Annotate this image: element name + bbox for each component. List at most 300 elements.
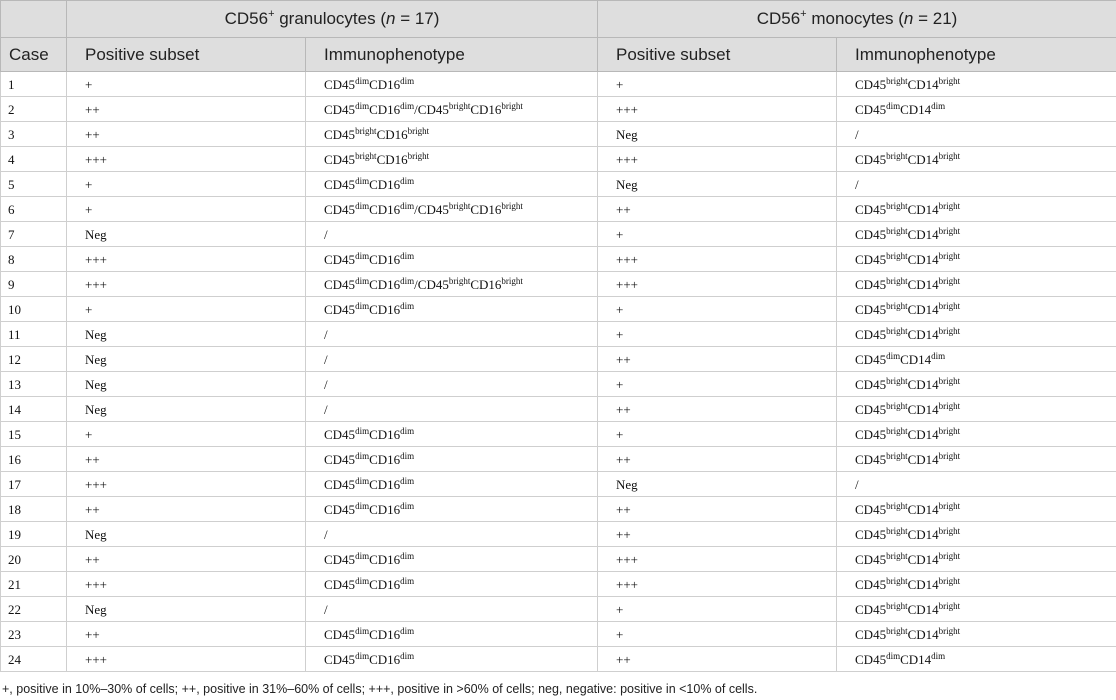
marker-intensity: dim [355,625,370,636]
monocyte-immunophenotype-cell [837,372,1116,397]
marker: CD14 [900,351,932,367]
marker: CD45 [324,426,356,442]
marker-intensity: dim [355,500,370,511]
case-cell: 17 [1,472,67,497]
table-row [1,122,1116,147]
table-row [1,97,1116,122]
granulocyte-subset-cell: + [67,72,306,97]
header-monocytes-count: = 21) [913,9,958,28]
marker: CD14 [907,376,939,392]
monocyte-subset-cell: ++ [598,497,837,522]
marker: CD14 [907,401,939,417]
marker: / [855,476,859,492]
marker-intensity: bright [938,625,961,636]
granulocyte-subset-cell: + [67,297,306,322]
case-cell: 23 [1,622,67,647]
marker-intensity: bright [886,250,908,261]
granulocyte-subset-cell: +++ [67,147,306,172]
header-granulocytes-n: n [386,9,396,28]
marker-intensity: dim [355,75,370,86]
marker: CD14 [907,526,939,542]
marker-intensity: bright [886,500,908,511]
case-cell: 13 [1,372,67,397]
granulocyte-immunophenotype-cell [306,172,598,197]
granulocyte-immunophenotype-cell [306,497,598,522]
marker: CD45 [855,526,887,542]
marker-intensity: dim [931,650,946,661]
monocyte-subset-cell: +++ [598,272,837,297]
marker-intensity: bright [886,525,908,536]
marker: CD45 [324,301,356,317]
granulocyte-subset-cell: + [67,422,306,447]
marker: CD45 [324,276,356,292]
table-row [1,347,1116,372]
granulocyte-immunophenotype-cell [306,522,598,547]
table-footnote: +, positive in 10%–30% of cells; ++, positive in 31%–60% of cells; +++, positive in >60% of cells; neg, negative: positive in <10% of cells. [2,682,758,696]
monocyte-immunophenotype-cell [837,447,1116,472]
table-row [1,572,1116,597]
table-row [1,297,1116,322]
table-row [1,497,1116,522]
marker: CD14 [907,76,939,92]
marker-intensity: dim [931,100,946,111]
marker-intensity: dim [400,625,415,636]
case-cell: 3 [1,122,67,147]
monocyte-subset-cell: +++ [598,147,837,172]
marker-intensity: bright [886,600,908,611]
marker: CD14 [907,151,939,167]
marker: CD45 [855,151,887,167]
marker-intensity: bright [886,450,908,461]
marker-intensity: bright [938,225,961,236]
case-cell: 14 [1,397,67,422]
marker-intensity: bright [938,300,961,311]
table-row [1,622,1116,647]
marker: / [324,376,328,392]
marker: CD14 [907,501,939,517]
granulocyte-immunophenotype-cell [306,447,598,472]
marker: CD45 [855,401,887,417]
header-granulocytes-prefix: CD56 [224,9,269,28]
marker: CD45 [324,651,356,667]
marker-intensity: bright [938,525,961,536]
granulocyte-subset-cell: ++ [67,447,306,472]
monocyte-subset-cell: +++ [598,572,837,597]
monocyte-subset-cell: ++ [598,522,837,547]
granulocyte-immunophenotype-cell [306,547,598,572]
marker: CD14 [907,251,939,267]
marker: CD16 [470,276,502,292]
marker-intensity: bright [886,225,908,236]
monocyte-immunophenotype-cell [837,397,1116,422]
granulocyte-immunophenotype-cell [306,372,598,397]
marker-intensity: dim [886,350,901,361]
case-cell: 8 [1,247,67,272]
header-row-columns [1,38,1116,72]
marker: CD16 [369,276,401,292]
marker-intensity: dim [355,250,370,261]
granulocyte-immunophenotype-cell [306,622,598,647]
marker: CD16 [369,101,401,117]
marker: CD16 [369,626,401,642]
marker: CD45 [855,326,887,342]
granulocyte-immunophenotype-cell [306,472,598,497]
monocyte-immunophenotype-cell [837,97,1116,122]
granulocyte-subset-cell: Neg [67,372,306,397]
marker-intensity: bright [407,125,430,136]
marker-intensity: dim [355,450,370,461]
marker: CD45 [324,101,356,117]
marker-intensity: bright [886,200,908,211]
marker: CD45 [324,176,356,192]
marker: CD14 [907,451,939,467]
marker-intensity: dim [400,175,415,186]
marker-intensity: dim [400,300,415,311]
case-cell: 19 [1,522,67,547]
marker: CD45 [324,576,356,592]
marker: CD45 [324,201,356,217]
table-row [1,447,1116,472]
marker: / [324,401,328,417]
marker: CD45 [324,251,356,267]
marker-intensity: bright [938,150,961,161]
marker: CD16 [369,651,401,667]
monocyte-subset-cell: + [598,372,837,397]
granulocyte-subset-cell: +++ [67,572,306,597]
marker-intensity: dim [355,200,370,211]
marker-intensity: bright [886,625,908,636]
marker: CD14 [907,301,939,317]
granulocyte-immunophenotype-cell [306,197,598,222]
granulocyte-immunophenotype-cell [306,72,598,97]
marker-intensity: bright [886,275,908,286]
marker: CD45 [855,601,887,617]
monocyte-subset-cell: ++ [598,397,837,422]
header-granulocytes-count: = 17) [395,9,440,28]
marker: CD14 [907,551,939,567]
marker-intensity: bright [886,575,908,586]
marker: CD16 [369,76,401,92]
granulocyte-immunophenotype-cell [306,347,598,372]
header-monocytes-sup: + [800,8,807,20]
table-row [1,522,1116,547]
monocyte-subset-cell: +++ [598,97,837,122]
marker: CD45 [855,101,887,117]
granulocyte-subset-cell: Neg [67,522,306,547]
marker-intensity: dim [400,500,415,511]
header-monocytes [598,1,1116,38]
granulocyte-subset-cell: ++ [67,622,306,647]
marker-intensity: bright [448,275,471,286]
marker-intensity: dim [355,300,370,311]
monocyte-subset-cell: Neg [598,122,837,147]
marker: CD45 [855,276,887,292]
marker-intensity: bright [448,200,471,211]
case-cell: 22 [1,597,67,622]
monocyte-subset-cell: + [598,222,837,247]
marker-intensity: bright [886,150,908,161]
marker-intensity: dim [400,550,415,561]
marker: CD16 [369,501,401,517]
marker: CD45 [324,76,356,92]
marker-intensity: bright [886,75,908,86]
monocyte-immunophenotype-cell [837,72,1116,97]
marker: CD45 [855,376,887,392]
header-monocytes-n: n [903,9,914,28]
marker: CD45 [855,626,887,642]
marker-intensity: dim [886,100,901,111]
header-m-immunophenotype: Immunophenotype [837,38,1116,72]
case-cell: 11 [1,322,67,347]
monocyte-subset-cell: Neg [598,172,837,197]
monocyte-immunophenotype-cell [837,272,1116,297]
marker: CD45 [855,501,887,517]
marker-intensity: dim [400,275,415,286]
monocyte-immunophenotype-cell [837,122,1116,147]
marker: CD45 [324,551,356,567]
monocyte-immunophenotype-cell [837,197,1116,222]
marker-intensity: bright [938,325,961,336]
monocyte-immunophenotype-cell [837,497,1116,522]
marker-intensity: dim [886,650,901,661]
monocyte-immunophenotype-cell [837,547,1116,572]
granulocyte-subset-cell: Neg [67,397,306,422]
marker-intensity: bright [938,200,961,211]
marker-intensity: dim [355,550,370,561]
granulocyte-subset-cell: +++ [67,647,306,672]
granulocyte-immunophenotype-cell [306,647,598,672]
marker: CD45 [324,151,356,167]
granulocyte-subset-cell: Neg [67,347,306,372]
monocyte-subset-cell: + [598,597,837,622]
header-g-positive-subset: Positive subset [67,38,306,72]
marker: CD45 [324,451,356,467]
monocyte-subset-cell: + [598,422,837,447]
table-row [1,147,1116,172]
monocyte-immunophenotype-cell [837,647,1116,672]
granulocyte-subset-cell: Neg [67,222,306,247]
marker: CD14 [907,201,939,217]
monocyte-immunophenotype-cell [837,297,1116,322]
marker: / [324,601,328,617]
granulocyte-immunophenotype-cell [306,122,598,147]
granulocyte-subset-cell: ++ [67,122,306,147]
granulocyte-immunophenotype-cell [306,572,598,597]
marker: CD16 [369,251,401,267]
table-header [1,1,1116,72]
marker-intensity: dim [355,425,370,436]
table-row [1,197,1116,222]
granulocyte-subset-cell: +++ [67,472,306,497]
marker-intensity: dim [355,650,370,661]
marker: CD45 [855,201,887,217]
granulocyte-subset-cell: ++ [67,97,306,122]
marker: CD16 [470,101,502,117]
table-row [1,422,1116,447]
granulocyte-subset-cell: Neg [67,322,306,347]
table-body [1,72,1116,672]
case-cell: 15 [1,422,67,447]
marker: /CD45 [414,201,449,217]
marker: / [324,326,328,342]
marker: CD45 [324,126,356,142]
marker: / [324,226,328,242]
monocyte-immunophenotype-cell [837,172,1116,197]
marker: CD16 [369,176,401,192]
marker: CD45 [855,576,887,592]
marker: CD45 [855,426,887,442]
monocyte-subset-cell: + [598,322,837,347]
marker: CD16 [470,201,502,217]
marker: CD16 [376,126,408,142]
monocyte-immunophenotype-cell [837,522,1116,547]
granulocyte-immunophenotype-cell [306,272,598,297]
table-row [1,172,1116,197]
granulocyte-immunophenotype-cell [306,97,598,122]
marker: CD16 [369,476,401,492]
table-row [1,372,1116,397]
header-case: Case [1,38,67,72]
marker-intensity: dim [400,575,415,586]
marker: CD14 [907,276,939,292]
table-row [1,222,1116,247]
monocyte-immunophenotype-cell [837,622,1116,647]
table-row [1,247,1116,272]
marker-intensity: dim [400,75,415,86]
monocyte-immunophenotype-cell [837,597,1116,622]
marker-intensity: dim [355,100,370,111]
granulocyte-subset-cell: + [67,172,306,197]
header-row-groups [1,1,1116,38]
header-monocytes-suffix: monocytes ( [806,9,904,28]
marker-intensity: dim [400,100,415,111]
case-cell: 5 [1,172,67,197]
marker: / [324,351,328,367]
marker-intensity: bright [938,275,961,286]
table-row [1,272,1116,297]
marker-intensity: bright [938,550,961,561]
monocyte-subset-cell: + [598,72,837,97]
marker-intensity: dim [400,250,415,261]
monocyte-subset-cell: Neg [598,472,837,497]
table-row [1,472,1116,497]
marker-intensity: dim [400,650,415,661]
table-row [1,647,1116,672]
marker: CD45 [855,551,887,567]
monocyte-immunophenotype-cell [837,147,1116,172]
monocyte-subset-cell: + [598,297,837,322]
marker-intensity: bright [938,375,961,386]
case-cell: 7 [1,222,67,247]
header-g-immunophenotype: Immunophenotype [306,38,598,72]
marker: CD45 [855,451,887,467]
marker-intensity: bright [886,325,908,336]
granulocyte-subset-cell: +++ [67,272,306,297]
monocyte-subset-cell: +++ [598,247,837,272]
granulocyte-subset-cell: Neg [67,597,306,622]
marker-intensity: bright [355,150,377,161]
marker-intensity: dim [355,575,370,586]
marker: CD45 [855,351,887,367]
marker-intensity: bright [886,300,908,311]
marker-intensity: dim [400,450,415,461]
monocyte-subset-cell: ++ [598,347,837,372]
marker: CD45 [855,651,887,667]
marker-intensity: bright [938,450,961,461]
header-granulocytes-suffix: granulocytes ( [274,9,386,28]
marker-intensity: bright [886,425,908,436]
marker: CD16 [369,551,401,567]
case-cell: 16 [1,447,67,472]
marker-intensity: dim [400,425,415,436]
marker-intensity: bright [938,600,961,611]
header-granulocytes-sup: + [268,8,275,20]
table-row [1,547,1116,572]
granulocyte-immunophenotype-cell [306,397,598,422]
case-cell: 20 [1,547,67,572]
marker: CD14 [907,326,939,342]
marker-intensity: bright [501,275,523,286]
marker-intensity: bright [938,250,961,261]
marker: CD45 [855,76,887,92]
marker-intensity: bright [938,500,961,511]
marker-intensity: bright [938,400,961,411]
monocyte-immunophenotype-cell [837,472,1116,497]
monocyte-immunophenotype-cell [837,347,1116,372]
marker: CD45 [855,301,887,317]
marker: /CD45 [414,101,449,117]
marker-intensity: dim [355,275,370,286]
case-cell: 10 [1,297,67,322]
marker: CD45 [324,476,356,492]
marker: / [324,526,328,542]
marker: / [855,176,859,192]
marker-intensity: bright [355,125,377,136]
marker: CD45 [855,226,887,242]
table-row [1,597,1116,622]
marker-intensity: bright [938,575,961,586]
monocyte-immunophenotype-cell [837,247,1116,272]
marker-intensity: bright [886,375,908,386]
granulocyte-immunophenotype-cell [306,422,598,447]
monocyte-subset-cell: ++ [598,197,837,222]
case-cell: 9 [1,272,67,297]
marker: /CD45 [414,276,449,292]
monocyte-immunophenotype-cell [837,222,1116,247]
marker-intensity: dim [931,350,946,361]
granulocyte-immunophenotype-cell [306,222,598,247]
marker: CD14 [907,426,939,442]
marker: CD16 [369,576,401,592]
case-cell: 2 [1,97,67,122]
granulocyte-subset-cell: + [67,197,306,222]
granulocyte-immunophenotype-cell [306,247,598,272]
marker-intensity: bright [448,100,471,111]
marker-intensity: bright [886,400,908,411]
marker: CD14 [907,576,939,592]
marker: CD16 [369,451,401,467]
granulocyte-subset-cell: +++ [67,247,306,272]
case-cell: 1 [1,72,67,97]
case-cell: 4 [1,147,67,172]
granulocyte-immunophenotype-cell [306,297,598,322]
case-cell: 6 [1,197,67,222]
marker: CD14 [907,226,939,242]
marker-intensity: dim [400,200,415,211]
monocyte-subset-cell: + [598,622,837,647]
marker: CD45 [324,501,356,517]
case-cell: 12 [1,347,67,372]
